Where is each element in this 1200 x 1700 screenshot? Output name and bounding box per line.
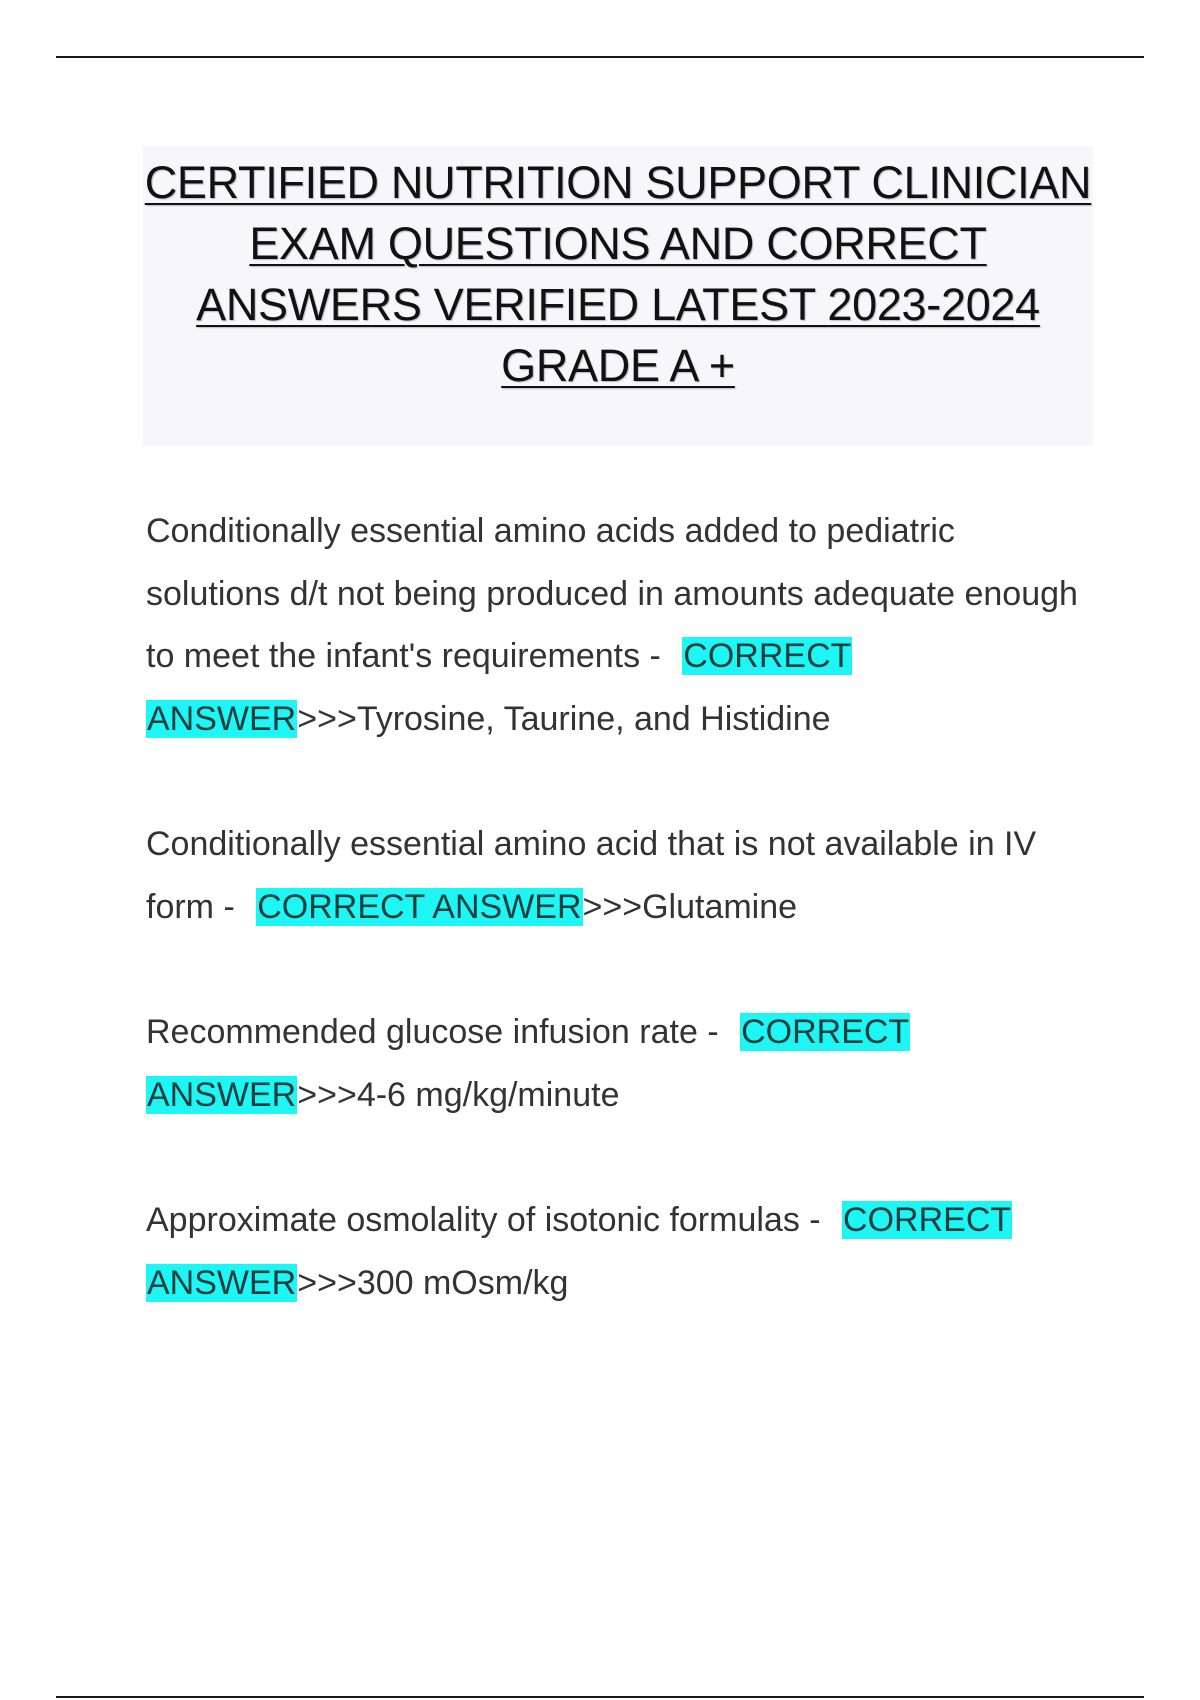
answer-text: Tyrosine, Taurine, and Histidine — [356, 699, 831, 738]
question-text: Recommended glucose infusion rate - — [146, 1013, 729, 1051]
title-banner — [143, 146, 1093, 446]
answer-text: 300 mOsm/kg — [356, 1263, 569, 1302]
answer-text: Glutamine — [642, 887, 798, 926]
qa-item-4 — [146, 1189, 1096, 1314]
correct-answer-label: ANSWER — [147, 1075, 297, 1114]
question-text: Conditionally essential amino acid that is not available in IV form - — [146, 825, 1037, 926]
qa-item-1 — [146, 500, 1096, 750]
top-divider — [56, 56, 1144, 58]
answer-marker: >>> — [297, 699, 357, 738]
qa-list — [146, 500, 1096, 1377]
correct-answer-label: ANSWER — [147, 699, 297, 738]
qa-item-3 — [146, 1001, 1096, 1126]
bottom-divider — [56, 1696, 1144, 1698]
correct-answer-label: CORRECT ANSWER — [257, 887, 582, 926]
answer-marker: >>> — [297, 1075, 357, 1114]
document-title: CERTIFIED NUTRITION SUPPORT CLINICIAN EXAM QUESTIONS AND CORRECT ANSWERS VERIFIED LATEST 2023-2024 GRADE A + — [144, 157, 1092, 391]
answer-marker: >>> — [582, 887, 643, 926]
correct-answer-label: CORRECT — [683, 637, 852, 675]
question-text: Approximate osmolality of isotonic formulas - — [146, 1201, 831, 1239]
qa-item-2 — [146, 813, 1096, 938]
correct-answer-label: CORRECT — [843, 1201, 1012, 1239]
correct-answer-label: CORRECT — [741, 1013, 910, 1051]
correct-answer-label: ANSWER — [147, 1263, 297, 1302]
question-text: Conditionally essential amino acids added to pediatric solutions d/t not being produced in amounts adequate enough to meet the infant's requirements - — [146, 512, 1078, 675]
answer-marker: >>> — [297, 1263, 357, 1302]
answer-text: 4-6 mg/kg/minute — [356, 1075, 620, 1114]
